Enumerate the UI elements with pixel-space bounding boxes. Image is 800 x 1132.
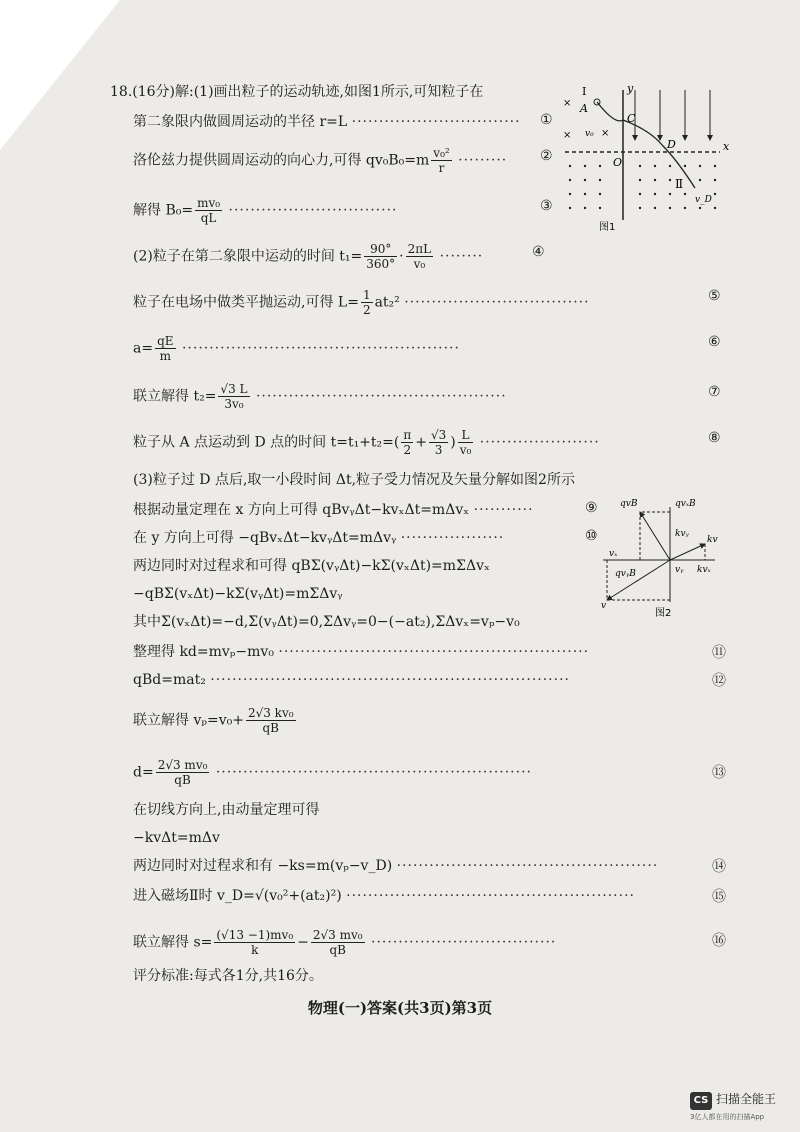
- line-momentum-x: 根据动量定理在 x 方向上可得 qBvᵧΔt−kvₓΔt=mΔvₓ ···········: [133, 502, 534, 518]
- a-label: A: [580, 102, 588, 115]
- eq-marker-7: ⑦: [708, 384, 721, 400]
- line-b0: 解得 B₀= $\frac{\text{mv₀}}{qL}$ ·······························: [133, 196, 398, 225]
- line-radius: 第二象限内做圆周运动的半径 r=L ·······························: [133, 114, 521, 130]
- force-kv: [670, 544, 705, 560]
- line-kd: 整理得 kd=mvₚ−mv₀ ·························································: [133, 644, 590, 660]
- eq-marker-15: ⑮: [712, 889, 726, 905]
- line-ks: 两边同时对过程求和有 −ks=m(vₚ−v_D) ················································: [133, 858, 659, 874]
- line-s: 联立解得 s= $\frac{\text{(√13 −1)mv₀}}{k}$ − $\frac{\text{2√3 mv₀}}{qB}$ ··································: [133, 928, 557, 957]
- label-qvyb: qvᵧB: [615, 569, 636, 579]
- line-a: a= $\frac{qE}{m}$ ···················································: [133, 334, 460, 363]
- label-vx: vₓ: [609, 549, 618, 559]
- line-t2: 联立解得 t₂= $\frac{√3 L}{\text{3v₀}}$ ··············································: [133, 382, 507, 411]
- line-qbd: qBd=mat₂ ··································································: [133, 672, 570, 688]
- line-lorentz: 洛伦兹力提供圆周运动的向心力,可得 qv₀B₀=m $\frac{\text{v₀²}}{r}$ ·········: [133, 146, 508, 175]
- line-sum-x: 两边同时对过程求和可得 qBΣ(vᵧΔt)−kΣ(vₓΔt)=mΣΔvₓ: [133, 558, 490, 574]
- label-kvy: kvᵧ: [675, 529, 689, 539]
- scoring-note: 评分标准:每式各1分,共16分。: [133, 968, 323, 984]
- cross-mark-1: ×: [563, 98, 572, 109]
- line-d: d= $\frac{\text{2√3 mv₀}}{qB}$ ··························································: [133, 758, 532, 787]
- fig1-caption: 图1: [599, 222, 616, 233]
- velocity-v: [607, 560, 670, 600]
- line-sum-y: −qBΣ(vₓΔt)−kΣ(vᵧΔt)=mΣΔvᵧ: [133, 586, 343, 602]
- scanner-watermark: [690, 1088, 776, 1122]
- paper-fold-corner: [0, 0, 120, 150]
- label-kvx: kvₓ: [697, 565, 711, 575]
- scanner-name: 扫描全能王: [716, 1092, 777, 1106]
- line-kv: −kvΔt=mΔv: [133, 830, 220, 846]
- line-momentum-y: 在 y 方向上可得 −qBvₓΔt−kvᵧΔt=mΔvᵧ ···················: [133, 530, 505, 546]
- eq-marker-3: ③: [540, 198, 553, 214]
- eq-marker-9: ⑨: [585, 500, 598, 516]
- label-kv: kv: [707, 535, 718, 545]
- eq-marker-12: ⑫: [712, 673, 726, 689]
- force-qvb: [640, 512, 670, 560]
- line-parabola: 粒子在电场中做类平抛运动,可得 L= $\frac{1}{2}$ at₂² ··································: [133, 288, 590, 317]
- line-vd: 进入磁场Ⅱ时 v_D=√(v₀²+(at₂)²) ·····················································: [133, 888, 635, 904]
- line-vp: 联立解得 vₚ=v₀+ $\frac{\text{2√3 kv₀}}{qB}$: [133, 706, 294, 735]
- trajectory: [597, 102, 695, 188]
- region1-label: I: [582, 85, 587, 98]
- part3-intro: (3)粒子过 D 点后,取一小段时间 Δt,粒子受力情况及矢量分解如图2所示: [133, 472, 575, 488]
- label-vy: vᵧ: [675, 565, 684, 575]
- v0-label: v₀: [585, 129, 594, 139]
- fig2-caption: 图2: [655, 608, 672, 619]
- eq-marker-8: ⑧: [708, 430, 721, 446]
- solution-header: 18.(16分)解:(1)画出粒子的运动轨迹,如图1所示,可知粒子在: [110, 84, 484, 100]
- line-conditions: 其中Σ(vₓΔt)=−d,Σ(vᵧΔt)=0,ΣΔvᵧ=0−(−at₂),ΣΔvₓ=vₚ−v₀: [133, 614, 520, 630]
- label-v: v: [601, 601, 607, 611]
- x-label: x: [723, 140, 730, 153]
- eq-marker-2: ②: [540, 148, 553, 164]
- scanner-tagline: 3亿人都在用的扫描App: [690, 1113, 765, 1121]
- label-qvb: qvB: [620, 499, 638, 509]
- eq-marker-4: ④: [532, 244, 545, 260]
- eq-marker-11: ⑪: [712, 645, 726, 661]
- region2-label: Ⅱ: [675, 177, 684, 191]
- c-label: C: [627, 112, 636, 125]
- eq-marker-6: ⑥: [708, 334, 721, 350]
- line-total-time: 粒子从 A 点运动到 D 点的时间 t=t₁+t₂=( $\frac{\pi}{2}$ + $\frac{√3}{3}$ ) $\frac{L}{\text{v₀}}$ ······················: [133, 428, 600, 457]
- figure-2: [595, 492, 730, 622]
- figure-1: [555, 80, 760, 240]
- eq-marker-5: ⑤: [708, 288, 721, 304]
- eq-marker-1: ①: [540, 112, 553, 128]
- page-footer: 物理(一)答案(共3页)第3页: [307, 999, 493, 1017]
- eq-marker-14: ⑭: [712, 859, 726, 875]
- line-t1: (2)粒子在第二象限中运动的时间 t₁= $\frac{90^\circ}{360^\circ}$ · $\frac{2\pi L}{\text{v₀}}$ ········: [133, 242, 484, 271]
- scanner-logo-icon: CS: [690, 1092, 712, 1110]
- d-label: D: [667, 138, 676, 151]
- label-qvxb: qvₓB: [675, 499, 696, 509]
- cross-mark-3: ×: [601, 128, 610, 139]
- vd-label: v_D: [695, 195, 712, 205]
- o-label: O: [613, 156, 623, 169]
- eq-marker-16: ⑯: [712, 933, 726, 949]
- eq-marker-10: ⑩: [585, 528, 598, 544]
- y-label: y: [627, 82, 634, 95]
- eq-marker-13: ⑬: [712, 765, 726, 781]
- line-tangent: 在切线方向上,由动量定理可得: [133, 802, 320, 818]
- cross-mark-2: ×: [563, 130, 572, 141]
